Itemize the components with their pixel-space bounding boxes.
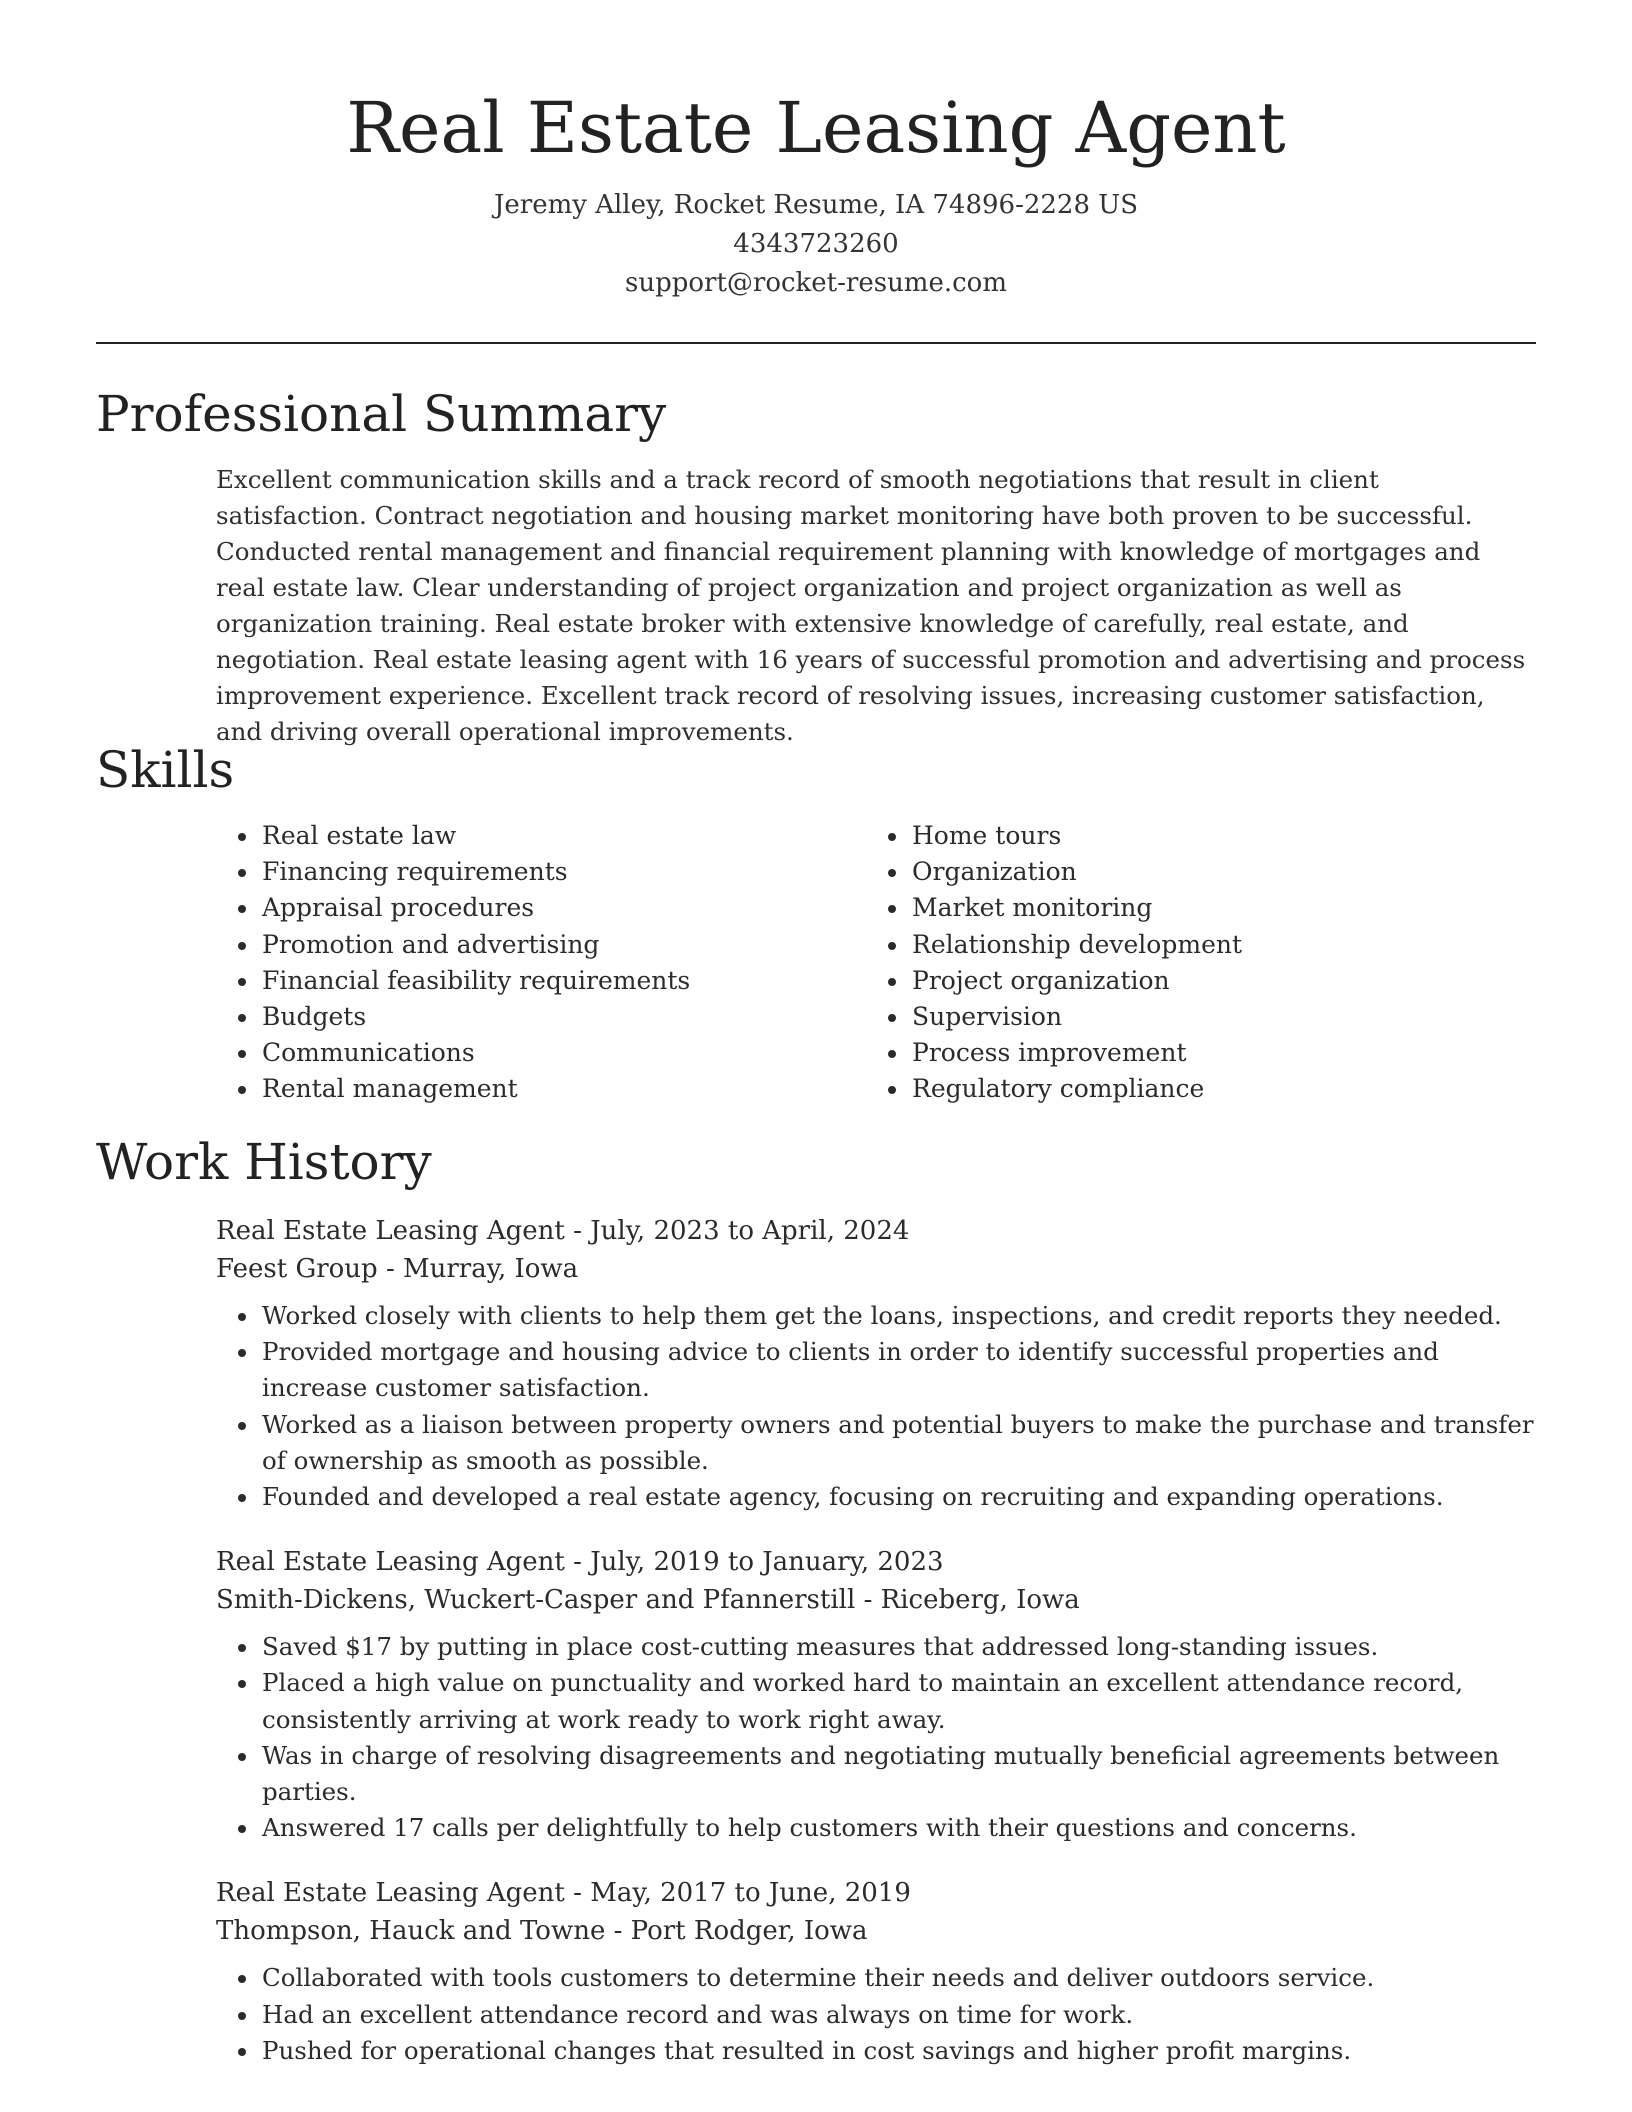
skill-item: • Organization [910,854,1516,890]
job-company: Feest Group [216,1254,378,1284]
skill-item: • Rental management [260,1071,866,1107]
job-bullet: • Was in charge of resolving disagreements and negotiating mutually beneficial agreements between parties. [260,1738,1536,1810]
job-bullets [216,1629,1536,1846]
job-bullet: • Worked closely with clients to help them get the loans, inspections, and credit reports they needed. [260,1298,1536,1334]
job-company: Smith-Dickens, Wuckert-Casper and Pfannerstill [216,1585,856,1616]
job-bullet: • Answered 17 calls per delightfully to help customers with their questions and concerns. [260,1810,1536,1846]
job-bullet: • Worked as a liaison between property owners and potential buyers to make the purchase and transfer of ownership as smooth as possible. [260,1407,1536,1479]
skill-item: • Financing requirements [260,854,866,890]
skill-item: • Relationship development [910,927,1516,963]
skill-item: • Home tours [910,818,1516,854]
skill-item: • Appraisal procedures [260,890,866,926]
skill-item: • Financial feasibility requirements [260,963,866,999]
summary-heading: Professional Summary [96,385,667,443]
skills-list [216,818,1536,1108]
job-role-line [216,1212,1536,1250]
job-bullet: • Provided mortgage and housing advice to clients in order to identify successful properties and increase customer satisfaction. [260,1334,1536,1406]
summary-text: Excellent communication skills and a track record of smooth negotiations that result in client satisfaction. Contract negotiation and housing market monitoring have both proven to be successful. Conducted rental management and financial requirement planning with knowledge of mortgages and real estate law. Clear understanding of project organization and project organization as well as organization training. Real estate broker with extensive knowledge of carefully, real estate, and negotiation. Real estate leasing agent with 16 years of successful promotion and advertising and process improvement experience. Excellent track record of resolving issues, increasing customer satisfaction, and driving overall operational improvements. [216,465,1526,746]
job-company: Thompson, Hauck and Towne [216,1916,606,1947]
resume-header [0,0,1632,303]
job-role-line [216,1874,1536,1912]
job-dates: - May, 2017 to June, 2019 [564,1878,911,1909]
job-company-line [216,1250,1536,1288]
skill-item: • Regulatory compliance [910,1071,1516,1107]
job-dates: - July, 2019 to January, 2023 [564,1547,944,1578]
job-entry [216,1212,1536,1515]
skill-item: • Real estate law [260,818,866,854]
skill-item: • Communications [260,1035,866,1071]
job-bullets [216,1298,1536,1515]
job-bullet: • Saved $17 by putting in place cost-cutting measures that addressed long-standing issues. [260,1629,1536,1665]
job-location: - Port Rodger, Iowa [605,1916,868,1947]
job-bullet: • Founded and developed a real estate agency, focusing on recruiting and expanding operations. [260,1479,1536,1515]
job-dates: - July, 2023 to April, 2024 [564,1216,910,1246]
job-location: - Riceberg, Iowa [855,1585,1080,1616]
job-bullet: • Pushed for operational changes that resulted in cost savings and higher profit margins. [260,2033,1536,2069]
job-bullet: • Placed a high value on punctuality and worked hard to maintain an excellent attendance record, consistently arriving at work ready to work right away. [260,1665,1536,1737]
contact-address: Jeremy Alley, Rocket Resume, IA 74896-2228 US [493,190,1139,220]
skill-item: • Supervision [910,999,1516,1035]
job-company-line [216,1912,1536,1950]
skill-item: • Promotion and advertising [260,927,866,963]
skills-heading: Skills [96,741,235,799]
job-bullet: • Collaborated with tools customers to determine their needs and deliver outdoors service. [260,1960,1536,1996]
job-company-line [216,1581,1536,1619]
job-role: Real Estate Leasing Agent [216,1216,565,1246]
skill-item: • Market monitoring [910,890,1516,926]
job-role: Real Estate Leasing Agent [216,1878,565,1909]
contact-phone: 4343723260 [733,229,899,259]
skill-item: • Budgets [260,999,866,1035]
skill-item: • Process improvement [910,1035,1516,1071]
job-role-line [216,1543,1536,1581]
work-history-heading: Work History [96,1133,432,1191]
resume-title: Real Estate Leasing Agent [346,87,1286,169]
contact-email: support@rocket-resume.com [624,268,1007,298]
skills-column-right [866,818,1516,1108]
job-entry [216,1874,1536,2069]
skill-item: • Project organization [910,963,1516,999]
job-location: - Murray, Iowa [377,1254,579,1284]
job-entry [216,1543,1536,1846]
contact-block [0,186,1632,303]
skills-column-left [216,818,866,1108]
job-role: Real Estate Leasing Agent [216,1547,565,1578]
header-divider [96,342,1536,344]
job-bullet: • Had an excellent attendance record and was always on time for work. [260,1997,1536,2033]
work-history-list [216,1212,1536,2097]
job-bullets [216,1960,1536,2069]
